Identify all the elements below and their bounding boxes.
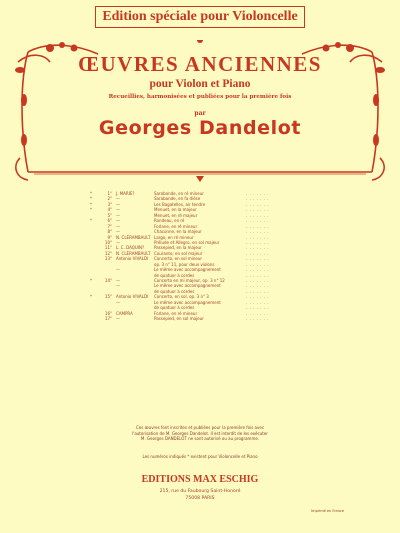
work-number: 11° — [104, 245, 112, 251]
work-title: Menuet, en ré majeur — [154, 212, 198, 218]
work-composer: — — [116, 207, 120, 213]
dot-leader: . . . . . . . — [246, 239, 270, 245]
work-title: Chaconne, en la majeur — [154, 229, 202, 235]
work-title: Le même avec accompagnement — [154, 283, 221, 289]
work-title: Prélude et Allegro, en sol majeur — [154, 239, 220, 245]
dot-leader: . . . . . . . — [246, 305, 270, 311]
work-number: 14° — [104, 278, 112, 283]
dot-leader: . . . . . . . — [246, 212, 270, 218]
dot-leader: . . . . . . . — [246, 201, 270, 207]
work-title: Concerto, en sol mineur — [154, 256, 203, 262]
work-composer: CAMPRA — [116, 310, 133, 316]
work-composer: Antonio VIVALDI — [116, 256, 149, 262]
par-label: par — [194, 110, 206, 117]
dot-leader: . . . . . . . — [246, 267, 270, 273]
work-title: Rondeau, en ré — [154, 218, 185, 224]
work-star: * — [90, 196, 92, 202]
work-number: 10° — [104, 239, 112, 245]
note-line-3: M. Georges DANDELOT ne sont autorisé ou au programme. — [140, 436, 260, 441]
work-title: Le même avec accompagnement — [154, 267, 221, 273]
work-title: Concerto, en sol, op. 3 n° 3 — [154, 294, 209, 300]
work-composer: N. CLÉRAMBAULT — [116, 234, 151, 240]
work-title: Passepied, en la majeur — [154, 245, 202, 251]
work-composer: L. C. DAQUIN? — [116, 245, 145, 251]
work-title: Sarabande, en ré mineur — [154, 191, 204, 196]
dot-leader: . . . . . . . — [246, 234, 270, 240]
work-title: Le même avec accompagnement — [154, 299, 221, 305]
work-composer: — — [116, 316, 120, 322]
work-number: 1° — [107, 191, 112, 196]
edition-label: Edition spéciale pour Violoncelle — [95, 6, 305, 28]
dot-leader: . . . . . . . — [246, 261, 270, 267]
dot-leader: . . . . . . . — [246, 272, 270, 278]
work-number: 15° — [104, 294, 112, 300]
work-title: de quatuor à cordes — [154, 288, 195, 294]
note-line-1: Ces œuvres font inscrites et publiées pour la première fois avec — [135, 425, 265, 430]
work-star: * — [90, 278, 92, 283]
work-title: Sarabande, en fa dièse — [154, 196, 201, 202]
work-number: 9° — [107, 234, 112, 240]
work-composer: — — [116, 283, 120, 289]
work-composer: — — [116, 267, 120, 273]
work-number: 17° — [104, 316, 112, 322]
work-star: * — [90, 207, 92, 213]
note-line-2: l'autorisation de M. Georges Dandelot. Il est interdit de les exécuter — [132, 430, 268, 436]
work-star: * — [90, 201, 92, 207]
dot-leader: . . . . . . . — [246, 256, 270, 262]
work-number: 2° — [107, 196, 112, 202]
dot-leader: . . . . . . . — [246, 245, 270, 251]
work-title: de quatuor à cordes — [154, 305, 195, 311]
publisher-name: EDITIONS MAX ESCHIG — [141, 474, 259, 485]
work-title: Concerto en mi majeur, op. 3 n° 12 — [154, 278, 225, 283]
work-composer: — — [116, 196, 120, 202]
dot-leader: . . . . . . . — [246, 278, 270, 283]
collection-title: ŒUVRES ANCIENNES — [78, 52, 322, 76]
work-star: * — [90, 191, 92, 196]
work-title: op. 3 n° 11, pour deux violons — [154, 261, 215, 267]
work-star: * — [90, 218, 92, 224]
collected-note: Recueillies, harmonisées et publiées pour la première fois — [108, 94, 292, 100]
work-number: 12° — [104, 250, 112, 256]
dot-leader: . . . . . . . — [246, 191, 270, 196]
work-title: Passepied, en sol majeur — [154, 316, 204, 322]
work-title: Forlane, en ré mineur — [154, 223, 198, 229]
works-list — [90, 191, 296, 322]
dot-leader: . . . . . . . — [246, 196, 270, 202]
work-title: Les Bagatelles, air tendre — [154, 201, 206, 207]
dot-leader: . . . . . . . — [246, 229, 270, 235]
work-composer: J. MARIE? — [116, 191, 135, 196]
work-composer: — — [116, 218, 120, 224]
work-composer: — — [116, 278, 120, 283]
work-title: Courante, en sol majeur — [154, 250, 203, 256]
work-composer: N. CLÉRAMBAULT — [116, 250, 151, 256]
work-entry — [96, 316, 296, 321]
dot-leader: . . . . . . . — [246, 299, 270, 305]
work-number: 6° — [107, 218, 112, 224]
work-number: 8° — [107, 229, 112, 235]
dot-leader: . . . . . . . — [246, 310, 270, 316]
work-number: 13° — [104, 256, 112, 262]
work-number: 7° — [107, 223, 112, 229]
work-composer: — — [116, 299, 120, 305]
work-star: * — [90, 294, 92, 300]
work-title: Forlane, en ré mineur — [154, 310, 198, 316]
work-composer: — — [116, 212, 120, 218]
work-number: 4° — [107, 207, 112, 213]
work-title: de quatuor à cordes — [154, 272, 195, 278]
work-number: 3° — [107, 201, 112, 207]
dot-leader: . . . . . . . — [246, 218, 270, 224]
dot-leader: . . . . . . . — [246, 288, 270, 294]
cello-note: Les numéros indiqués * existent pour Violoncelle et Piano — [142, 454, 258, 459]
dot-leader: . . . . . . . — [246, 283, 270, 289]
dot-leader: . . . . . . . — [246, 223, 270, 229]
author-name: Georges Dandelot — [98, 117, 302, 139]
work-title: Menuet, en la majeur — [154, 207, 197, 213]
work-composer: — — [116, 223, 120, 229]
publisher-address: 215, rue du Faubourg Saint-Honoré — [159, 489, 241, 494]
printed-in: Imprimé en France — [311, 509, 344, 513]
publisher-city: 75008 PARIS — [185, 496, 215, 501]
dot-leader: . . . . . . . — [246, 294, 270, 300]
work-composer: — — [116, 201, 120, 207]
work-composer: — — [116, 229, 120, 235]
dot-leader: . . . . . . . — [246, 207, 270, 213]
work-number: 16° — [104, 310, 112, 316]
work-composer: Antonio VIVALDI — [116, 294, 149, 300]
dot-leader: . . . . . . . — [246, 250, 270, 256]
instrumentation: pour Violon et Piano — [149, 78, 251, 90]
dot-leader: . . . . . . . — [246, 316, 270, 322]
work-number: 5° — [107, 212, 112, 218]
work-title: Largo, en ré mineur — [154, 234, 194, 240]
work-composer: — — [116, 239, 120, 245]
